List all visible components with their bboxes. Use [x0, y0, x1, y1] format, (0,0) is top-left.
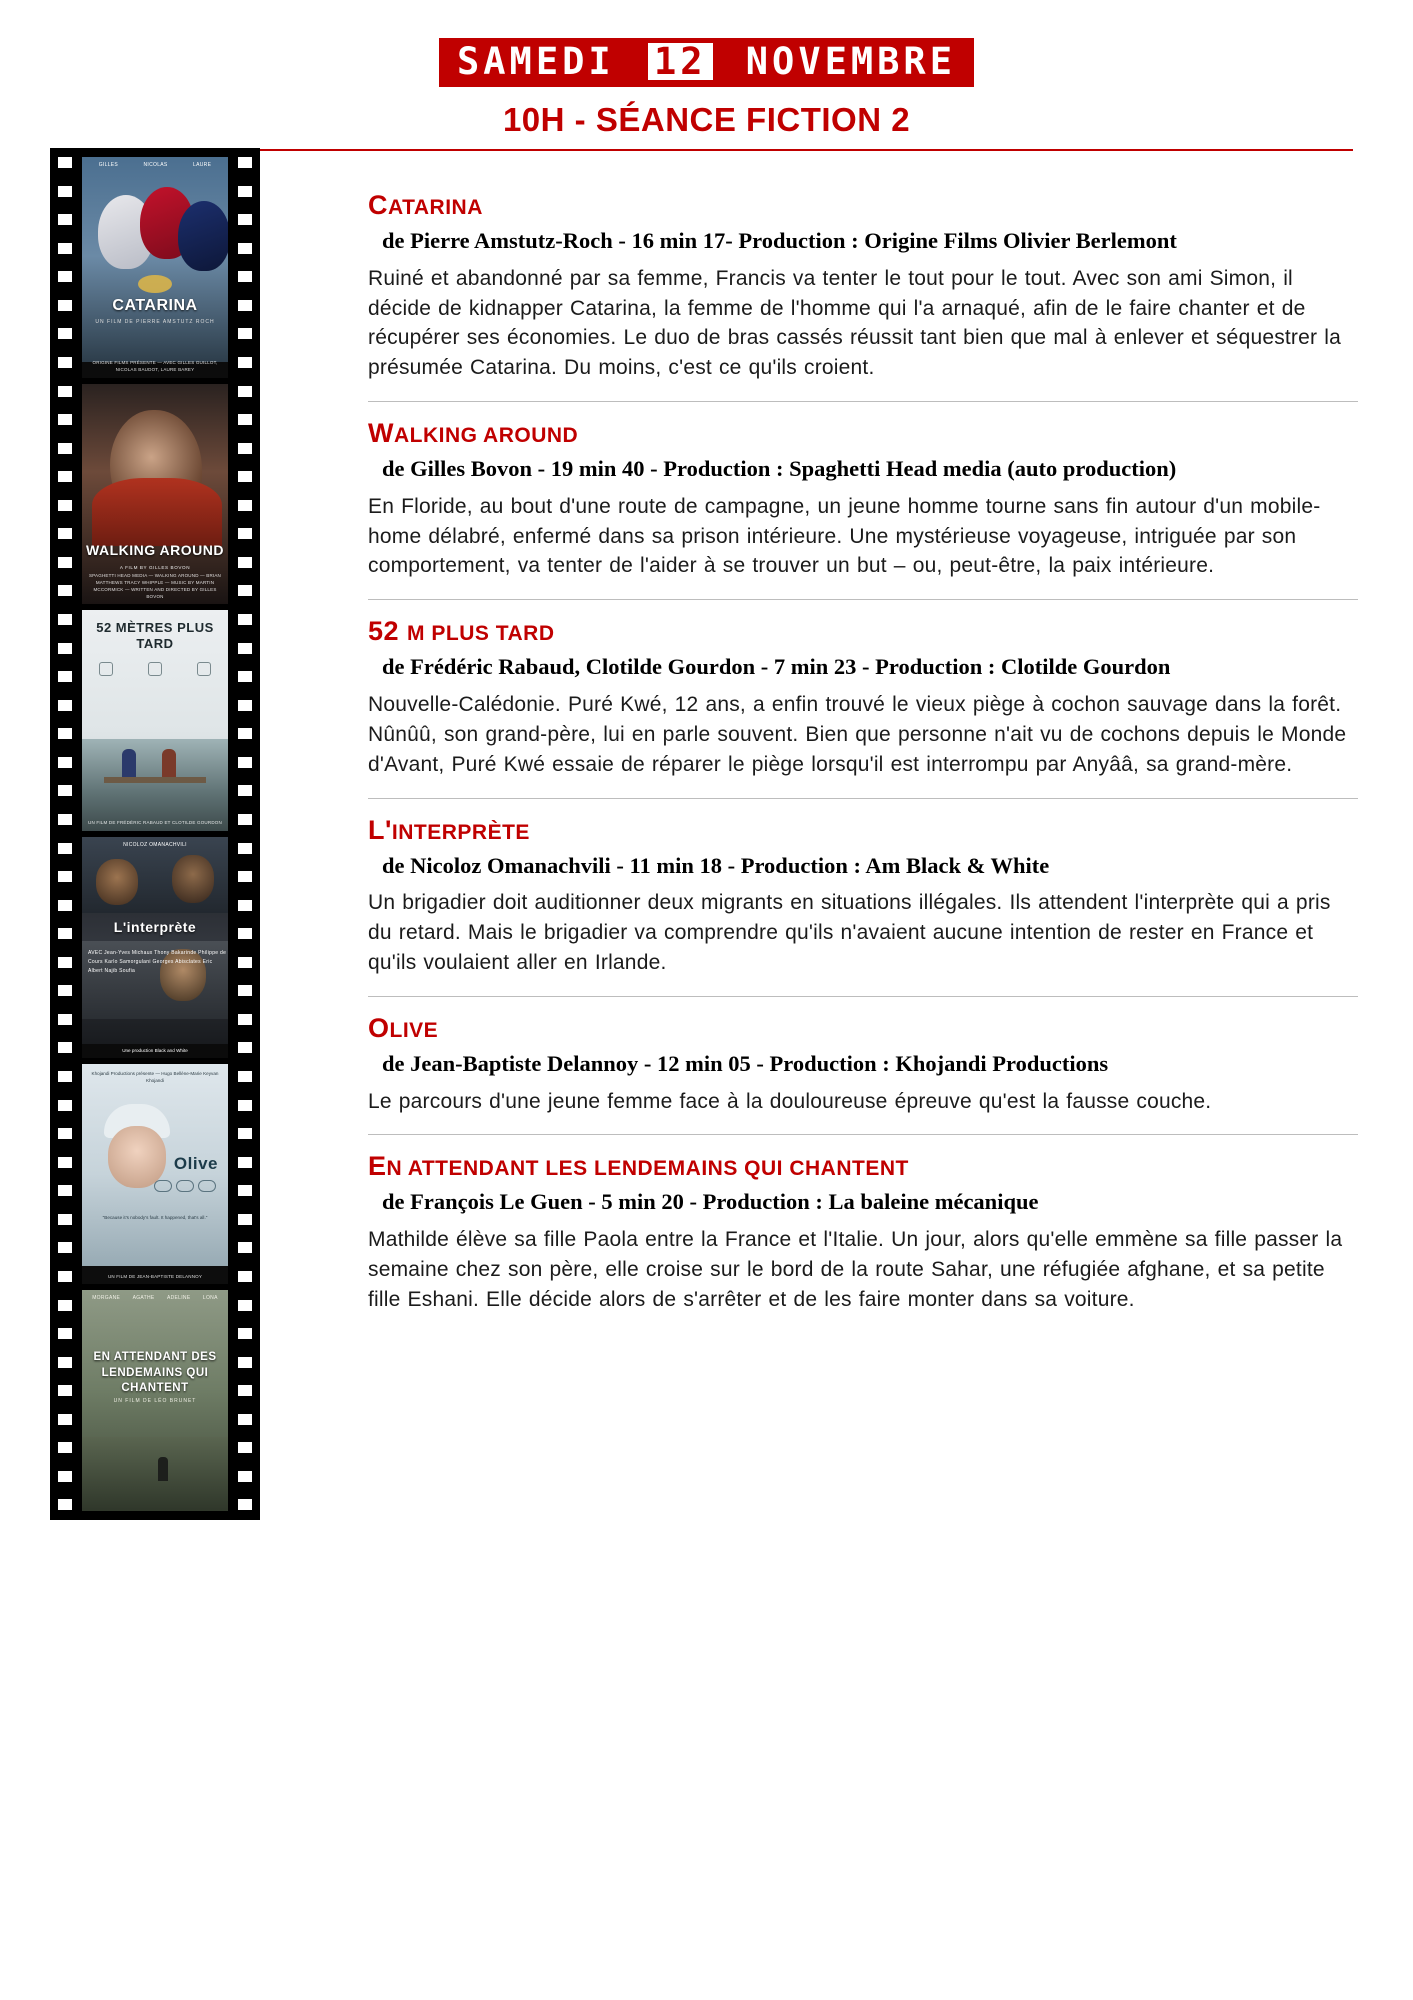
film-synopsis: Ruiné et abandonné par sa femme, Francis va tenter le tout pour le tout. Avec son ami Simon, il décide de kidnapper Catarina, la femme de l'homme qui l'a arnaqué, afin de le faire chanter et de récupérer ses économies. Le duo de bras cassés réussit tant bien que mal à enlever et séquestrer la présumée Catarina. Du moins, c'est ce qu'ils croient. — [368, 266, 1341, 380]
perforation — [238, 1185, 252, 1196]
perforation — [238, 700, 252, 711]
poster-top-names: GILLES NICOLAS LAURE — [98, 162, 212, 168]
perforation — [238, 300, 252, 311]
perforation — [238, 843, 252, 854]
perforation — [58, 1242, 72, 1253]
perforation — [238, 900, 252, 911]
film-credits: de Jean-Baptiste Delannoy - 12 min 05 - Production : Khojandi Productions — [382, 1050, 1109, 1076]
poster-director-line: UN FILM DE PIERRE AMSTUTZ ROCH — [95, 319, 215, 325]
poster-walking-around — [82, 384, 228, 605]
poster-credits-top: Khojandi Productions présente — Hugo Bellène-Marie Keyvan Khojandi — [91, 1070, 219, 1084]
poster-top-names: MORGANE AGATHE ADELINE LONA — [92, 1295, 218, 1302]
poster-title: WALKING AROUND — [86, 542, 224, 559]
perforation — [58, 928, 72, 939]
film-synopsis: Le parcours d'une jeune femme face à la douloureuse épreuve qu'est la fausse couche. — [368, 1089, 1212, 1113]
road-shape — [82, 1437, 228, 1511]
perforation — [58, 700, 72, 711]
perforation — [58, 157, 72, 168]
session-label: SÉANCE FICTION 2 — [595, 101, 911, 138]
perforation — [58, 1128, 72, 1139]
poster-52-metres-plus-tard — [82, 610, 228, 831]
perforation — [58, 414, 72, 425]
perforation — [238, 585, 252, 596]
perforation — [58, 471, 72, 482]
perforation — [238, 1414, 252, 1425]
header-day: SAMEDI — [457, 40, 615, 83]
film-credits: de François Le Guen - 5 min 20 - Production : La baleine mécanique — [382, 1189, 1039, 1215]
figure-shape — [158, 1457, 168, 1481]
poster-tagline: A FILM BY GILLES BOVON — [119, 565, 191, 571]
perforation — [58, 1042, 72, 1053]
perforation — [238, 928, 252, 939]
poster-title: CATARINA — [112, 297, 198, 314]
perforation — [58, 271, 72, 282]
poster-top-names: NICOLOZ OMANACHVILI — [123, 842, 187, 849]
logo-icon — [148, 662, 162, 676]
perforation — [58, 443, 72, 454]
perforation — [58, 728, 72, 739]
poster-title: L'interprète — [113, 919, 197, 936]
perforation — [58, 500, 72, 511]
perforation — [238, 671, 252, 682]
film-title: EN ATTENDANT LES LENDEMAINS QUI CHANTENT — [368, 1151, 909, 1182]
film-synopsis: En Floride, au bout d'une route de campagne, un jeune homme tourne sans fin autour d'un mobile-home délabré, enfermé dans sa prison intérieure. Une mystérieuse voyageuse, intriguée par son comportement, va tenter de l'aider à se trouver un but – ou, peut-être, la paix intérieure. — [368, 494, 1321, 578]
film-entry-52-m-plus-tard — [368, 616, 1358, 798]
wrestling-mask-icon — [178, 201, 228, 271]
logo-icon — [99, 662, 113, 676]
perforation — [58, 357, 72, 368]
film-entry-en-attendant-les-lendemains-qui-chantent — [368, 1151, 1358, 1314]
sea-shape — [82, 739, 228, 831]
poster-catarina — [82, 157, 228, 378]
filmstrip-perforations-left — [55, 148, 75, 1520]
film-list — [368, 190, 1358, 1315]
film-credits: de Nicoloz Omanachvili - 11 min 18 - Production : Am Black & White — [382, 852, 1050, 878]
perforation — [58, 528, 72, 539]
page-header — [0, 0, 1413, 151]
poster-frames — [82, 157, 228, 1511]
perforation — [238, 1071, 252, 1082]
festival-logos — [154, 1180, 216, 1192]
perforation — [58, 671, 72, 682]
perforation — [58, 1471, 72, 1482]
perforation — [58, 1385, 72, 1396]
perforation — [238, 357, 252, 368]
film-entry-catarina — [368, 190, 1358, 402]
logo-icon — [197, 662, 211, 676]
perforation — [238, 186, 252, 197]
poster-bottom-bar: Une production Black and White — [82, 1044, 228, 1058]
perforation — [238, 1271, 252, 1282]
perforation — [58, 300, 72, 311]
perforation — [238, 1357, 252, 1368]
portrait-shape — [108, 1126, 166, 1188]
shirt-shape — [92, 478, 222, 546]
film-title: 52 M PLUS TARD — [368, 616, 555, 647]
perforation — [238, 386, 252, 397]
bench-shape — [104, 777, 206, 783]
filmstrip — [50, 148, 260, 1520]
film-synopsis: Nouvelle-Calédonie. Puré Kwé, 12 ans, a enfin trouvé le vieux piège à cochon sauvage dans la forêt. Nûnûû, son grand-père, lui en parle souvent. Bien que personne n'ait vu de cochons depuis le Monde d'Avant, Puré Kwé essaie de réparer le piège lorsqu'il est interrompu par Anyââ, sa grand-mère. — [368, 693, 1347, 776]
session-subtitle — [0, 101, 1413, 139]
date-banner — [439, 38, 974, 87]
logo-icon — [198, 1180, 216, 1192]
perforation — [238, 528, 252, 539]
portrait-shape — [96, 859, 138, 905]
perforation — [238, 757, 252, 768]
entry-divider — [368, 996, 1358, 997]
perforation — [58, 1071, 72, 1082]
entry-divider — [368, 599, 1358, 600]
perforation — [58, 585, 72, 596]
perforation — [58, 843, 72, 854]
poster-cast-list: AVEC Jean-Yves Michaux Thony Bakarinde Philippe de Cours Karlo Samorgulani Georges Abisclates Eric Albert Najib Soufia — [88, 950, 227, 975]
logo-icon — [176, 1180, 194, 1192]
perforation — [238, 1214, 252, 1225]
perforation — [58, 1185, 72, 1196]
perforation — [58, 900, 72, 911]
film-entry-l-interprete — [368, 815, 1358, 997]
film-title: OLIVE — [368, 1012, 439, 1043]
perforation — [58, 186, 72, 197]
perforation — [238, 1157, 252, 1168]
perforation — [238, 1100, 252, 1111]
film-title: WALKING AROUND — [368, 418, 579, 449]
perforation — [238, 728, 252, 739]
perforation — [238, 243, 252, 254]
perforation — [58, 557, 72, 568]
perforation — [238, 1014, 252, 1025]
perforation — [58, 757, 72, 768]
perforation — [58, 386, 72, 397]
perforation — [238, 1385, 252, 1396]
perforation — [238, 814, 252, 825]
perforation — [238, 985, 252, 996]
logo-icon — [154, 1180, 172, 1192]
perforation — [58, 985, 72, 996]
header-date: 12 — [648, 43, 713, 80]
figure-shape — [162, 749, 176, 777]
poster-olive — [82, 1064, 228, 1285]
perforation — [58, 1499, 72, 1510]
perforation — [58, 614, 72, 625]
perforation — [58, 328, 72, 339]
poster-title: 52 MÈTRES PLUS TARD — [96, 620, 214, 651]
perforation — [238, 500, 252, 511]
perforation — [238, 443, 252, 454]
festival-logos — [82, 662, 228, 676]
poster-credits: UN FILM DE JEAN-BAPTISTE DELANNOY — [107, 1273, 203, 1279]
perforation — [58, 1214, 72, 1225]
poster-director-line: UN FILM DE LÉO BRUNET — [113, 1398, 197, 1405]
entry-divider — [368, 1134, 1358, 1135]
portrait-shape — [172, 855, 214, 903]
film-entry-walking-around — [368, 418, 1358, 600]
perforation — [238, 1499, 252, 1510]
perforation — [58, 785, 72, 796]
perforation — [238, 1042, 252, 1053]
perforation — [58, 814, 72, 825]
perforation — [58, 1328, 72, 1339]
figure-shape — [122, 749, 136, 777]
perforation — [58, 871, 72, 882]
film-title: CATARINA — [368, 190, 483, 220]
film-title: L'INTERPRÈTE — [368, 814, 530, 845]
perforation — [238, 214, 252, 225]
perforation — [238, 1128, 252, 1139]
perforation — [238, 414, 252, 425]
perforation — [58, 1357, 72, 1368]
perforation — [238, 271, 252, 282]
film-credits: de Gilles Bovon - 19 min 40 - Production : Spaghetti Head media (auto production) — [382, 456, 1177, 482]
entry-divider — [368, 798, 1358, 799]
perforation — [58, 957, 72, 968]
perforation — [58, 1442, 72, 1453]
perforation — [238, 785, 252, 796]
poster-credits: ORIGINE FILMS PRÉSENTE — AVEC GILLES GUILLOT, NICOLAS BAUDOT, LAURE BAREY — [92, 360, 218, 372]
perforation — [58, 214, 72, 225]
perforation — [238, 614, 252, 625]
perforation — [58, 243, 72, 254]
filmstrip-perforations-right — [235, 148, 255, 1520]
session-dash: - — [574, 101, 587, 138]
perforation — [238, 471, 252, 482]
film-credits: de Frédéric Rabaud, Clotilde Gourdon - 7 min 23 - Production : Clotilde Gourdon — [382, 654, 1171, 680]
film-entry-olive — [368, 1013, 1358, 1136]
perforation — [238, 157, 252, 168]
perforation — [238, 1242, 252, 1253]
laurel-award-icon — [138, 275, 172, 293]
film-synopsis: Mathilde élève sa fille Paola entre la France et l'Italie. Un jour, alors qu'elle emmène sa fille passer la semaine chez son père, elle croise sur le bord de la route Sahar, une réfugiée afghane, et sa petite fille Eshani. Elle décide alors de s'arrêter et de les faire monter dans sa voiture. — [368, 1228, 1343, 1311]
film-credits: de Pierre Amstutz-Roch - 16 min 17- Production : Origine Films Olivier Berlemont — [382, 228, 1177, 253]
perforation — [238, 1442, 252, 1453]
session-time: 10H — [502, 101, 565, 138]
perforation — [238, 871, 252, 882]
perforation — [238, 1300, 252, 1311]
perforation — [238, 557, 252, 568]
header-month: NOVEMBRE — [745, 40, 956, 83]
perforation — [238, 643, 252, 654]
poster-credits: UN FILM DE FRÉDÉRIC RABAUD ET CLOTILDE GOURDON — [88, 820, 222, 826]
perforation — [58, 1100, 72, 1111]
perforation — [58, 643, 72, 654]
perforation — [58, 1300, 72, 1311]
perforation — [58, 1014, 72, 1025]
poster-l-interprete — [82, 837, 228, 1058]
film-synopsis: Un brigadier doit auditionner deux migrants en situations illégales. Ils attendent l'interprète qui a pris du retard. Mais le brigadier va comprendre qu'ils n'avaient aucune intention de rester en France et qu'ils voulaient aller en Irlande. — [368, 891, 1331, 974]
poster-title: Olive — [173, 1153, 218, 1173]
perforation — [58, 1271, 72, 1282]
poster-credits: SPAGHETTI HEAD MEDIA — WALKING AROUND — BRIAN MATTHEWS TRACY WHIPPLE — MUSIC BY MARTIN MCCORMICK — WRITTEN AND DIRECTED BY GILLES BOVON — [88, 573, 222, 599]
perforation — [58, 1157, 72, 1168]
perforation — [58, 1414, 72, 1425]
poster-quote: "Because it's nobody's fault. It happened, that's all." — [102, 1214, 208, 1220]
perforation — [238, 1471, 252, 1482]
perforation — [238, 957, 252, 968]
perforation — [238, 1328, 252, 1339]
poster-en-attendant-les-lendemains-qui-chantent — [82, 1290, 228, 1511]
entry-divider — [368, 401, 1358, 402]
poster-title: EN ATTENDANT DES LENDEMAINS QUI CHANTENT — [93, 1351, 217, 1395]
perforation — [238, 328, 252, 339]
